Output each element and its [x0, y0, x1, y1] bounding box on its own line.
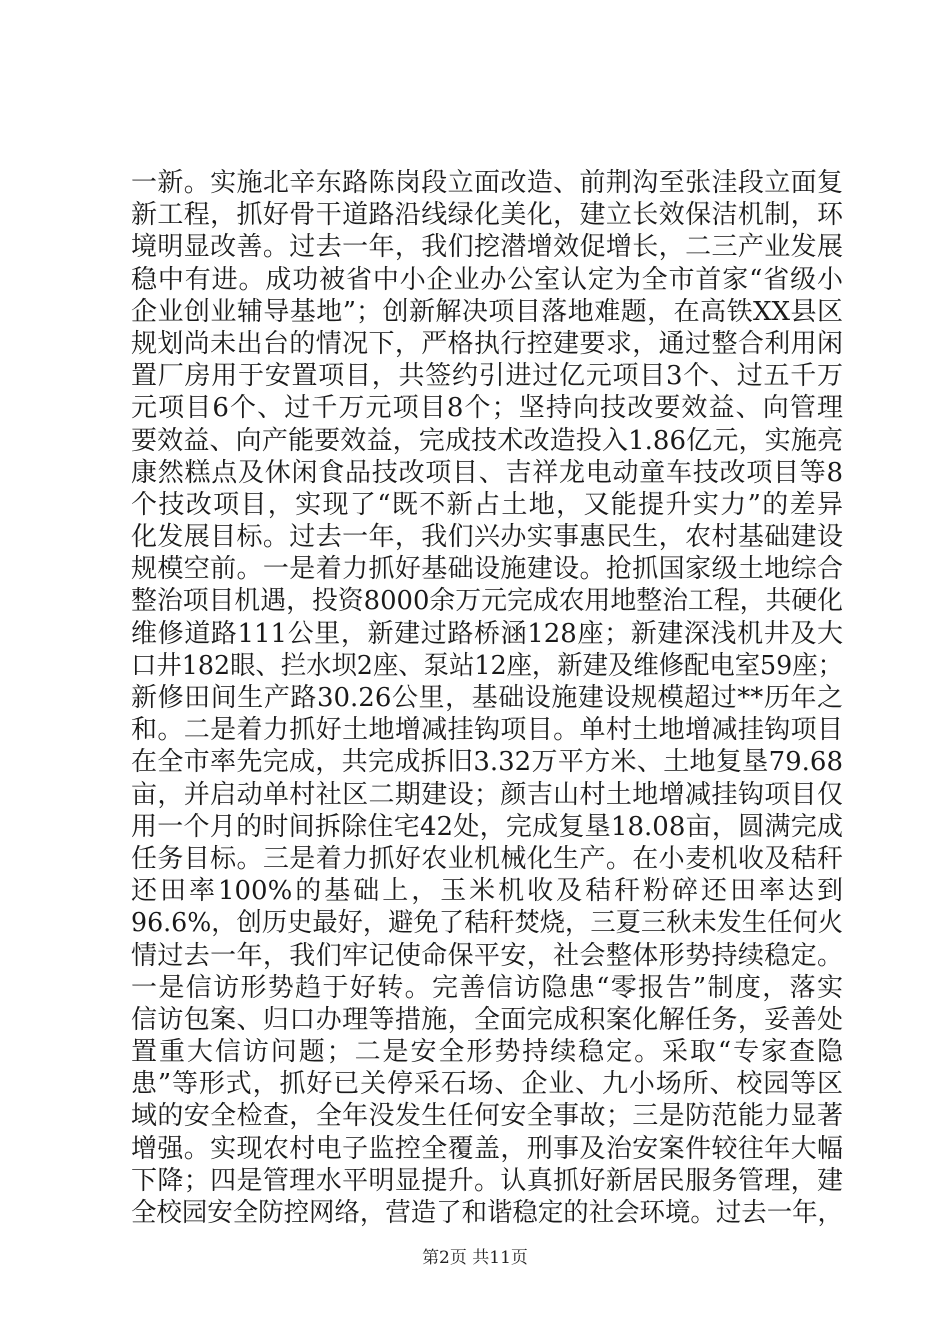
- text-line: 还田率100%的基础上，玉米机收及秸秆粉碎还田率达到: [131, 876, 843, 907]
- text-line: 亩，并启动单村社区二期建设；颜吉山村土地增减挂钩项目仅: [131, 779, 843, 810]
- text-line: 规划尚未出台的情况下，严格执行控建要求，通过整合利用闲: [131, 328, 843, 359]
- text-line: 新修田间生产路30.26公里，基础设施建设规模超过**历年之: [131, 683, 843, 713]
- text-line: 一新。实施北辛东路陈岗段立面改造、前荆沟至张洼段立面复: [131, 168, 843, 198]
- text-line: 维修道路111公里，新建过路桥涵128座；新建深浅机井及大: [131, 618, 843, 649]
- page-footer: [0, 1243, 950, 1268]
- text-line: 化发展目标。过去一年，我们兴办实事惠民生，农村基础建设: [131, 522, 843, 553]
- text-line: 元项目6个、过千万元项目8个；坚持向技改要效益、向管理: [131, 393, 843, 424]
- text-line: 置厂房用于安置项目，共签约引进过亿元项目3个、过五千万: [131, 361, 843, 392]
- text-line: 口井182眼、拦水坝2座、泵站12座，新建及维修配电室59座；: [131, 650, 844, 681]
- text-line: 规模空前。一是着力抓好基础设施建设。抢抓国家级土地综合: [131, 554, 843, 585]
- document-body: [131, 167, 843, 1229]
- text-line: 要效益、向产能要效益，完成技术改造投入1.86亿元，实施亮: [131, 425, 843, 456]
- page-number-label: 第2页 共11页: [422, 1248, 528, 1268]
- text-line: 新工程，抓好骨干道路沿线绿化美化，建立长效保洁机制，环: [131, 200, 843, 231]
- text-line: 增强。实现农村电子监控全覆盖，刑事及治安案件较往年大幅: [131, 1133, 843, 1164]
- text-line: 个技改项目，实现了“既不新占土地，又能提升实力”的差异: [131, 489, 843, 520]
- text-line: 用一个月的时间拆除住宅42处，完成复垦18.08亩，圆满完成: [131, 811, 843, 842]
- text-line: 整治项目机遇，投资8000余万元完成农用地整治工程，共硬化: [131, 586, 844, 617]
- text-line: 康然糕点及休闲食品技改项目、吉祥龙电动童车技改项目等8: [131, 457, 843, 488]
- text-line: 境明显改善。过去一年，我们挖潜增效促增长，二三产业发展: [131, 232, 843, 263]
- text-line: 患”等形式，抓好已关停采石场、企业、九小场所、校园等区: [131, 1069, 843, 1100]
- text-line: 和。二是着力抓好土地增减挂钩项目。单村土地增减挂钩项目: [131, 715, 843, 746]
- text-line: 企业创业辅导基地”；创新解决项目落地难题，在高铁XX县区: [131, 296, 843, 327]
- text-line: 在全市率先完成，共完成拆旧3.32万平方米、土地复垦79.68: [131, 747, 843, 778]
- text-line: 下降；四是管理水平明显提升。认真抓好新居民服务管理，建: [131, 1165, 843, 1196]
- text-line: 情过去一年，我们牢记使命保平安，社会整体形势持续稳定。: [131, 940, 843, 971]
- text-line: 任务目标。三是着力抓好农业机械化生产。在小麦机收及秸秆: [131, 843, 843, 874]
- text-line: 信访包案、归口办理等措施，全面完成积案化解任务，妥善处: [131, 1004, 843, 1035]
- text-line: 域的安全检查，全年没发生任何安全事故；三是防范能力显著: [131, 1101, 843, 1132]
- text-line: 置重大信访问题；二是安全形势持续稳定。采取“专家查隐: [131, 1037, 843, 1068]
- text-line: 全校园安全防控网络，营造了和谐稳定的社会环境。过去一年，: [131, 1198, 843, 1228]
- text-line: 一是信访形势趋于好转。完善信访隐患“零报告”制度，落实: [131, 972, 843, 1003]
- text-line: 稳中有进。成功被省中小企业办公室认定为全市首家“省级小: [131, 264, 843, 295]
- text-line: 96.6%，创历史最好，避免了秸秆焚烧，三夏三秋未发生任何火: [131, 908, 844, 939]
